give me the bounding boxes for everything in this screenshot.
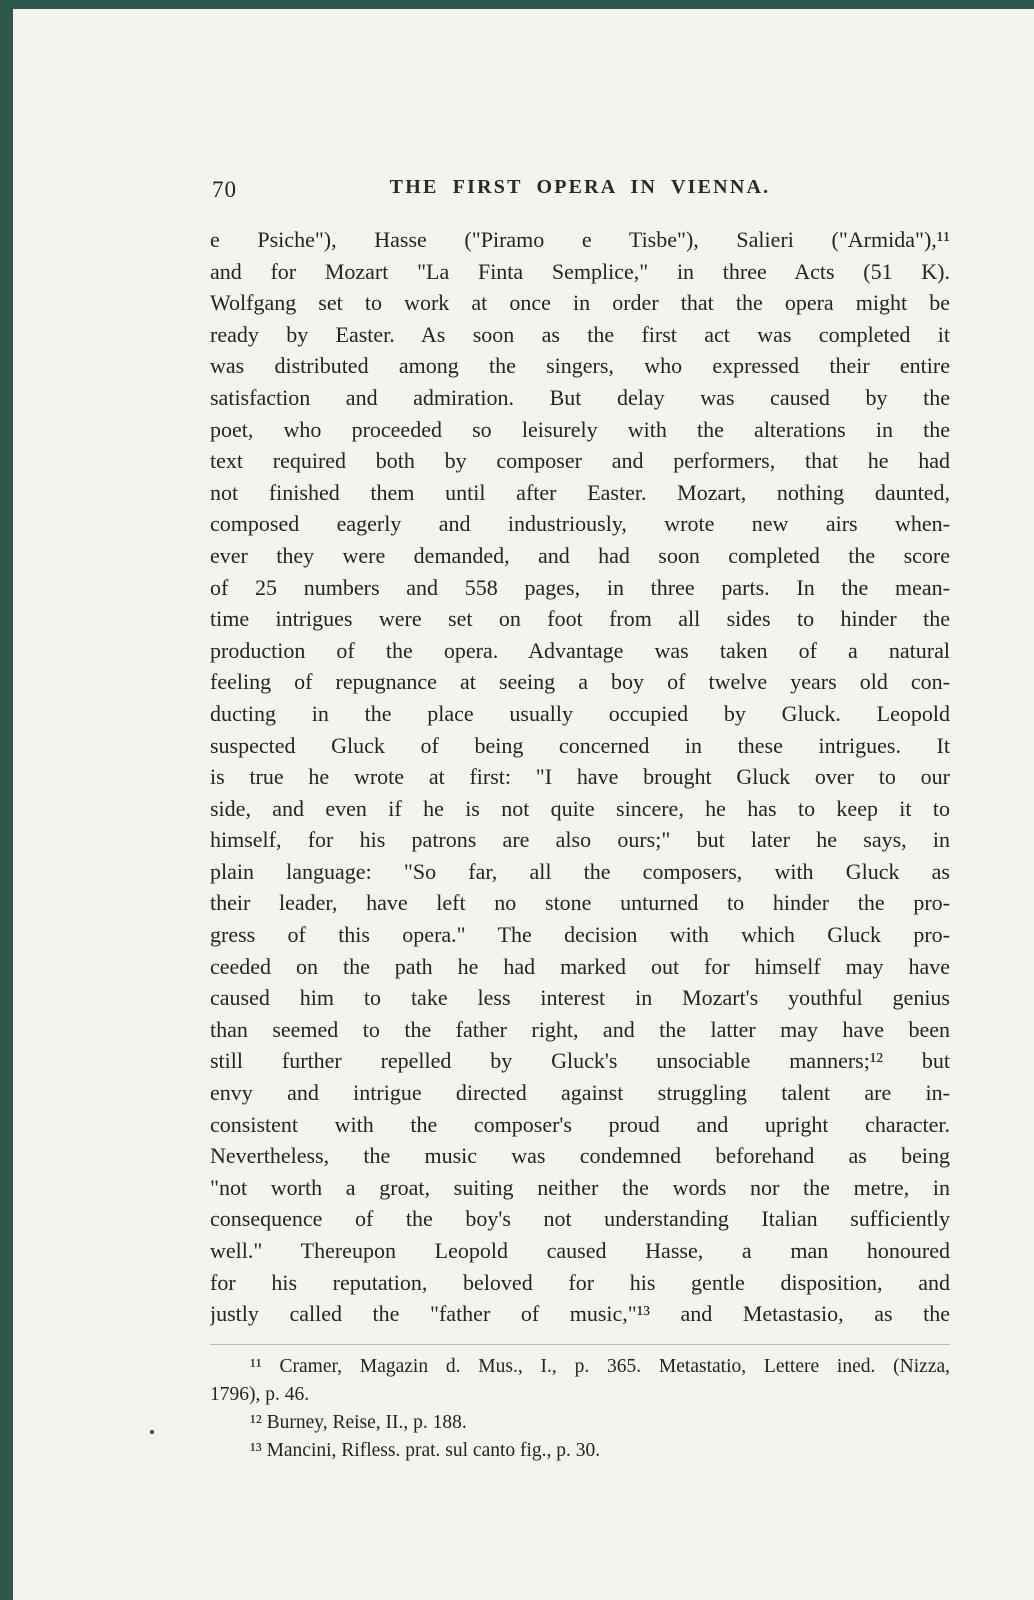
body-line: Wolfgang set to work at once in order that the opera might be	[210, 290, 950, 316]
body-line: e Psiche"), Hasse ("Piramo e Tisbe"), Salieri ("Armida"),¹¹	[210, 227, 950, 252]
body-line: Nevertheless, the music was condemned beforehand as being	[210, 1143, 950, 1169]
body-line: justly called the "father of music,"¹³ and Metastasio, as the	[210, 1301, 950, 1327]
footnotes	[210, 1353, 950, 1465]
body-line: poet, who proceeded so leisurely with the alterations in the	[210, 416, 950, 442]
body-line: consequence of the boy's not understanding Italian sufficiently	[210, 1206, 950, 1232]
body-line: himself, for his patrons are also ours;" but later he says, in	[210, 827, 950, 853]
body-line: caused him to take less interest in Mozart's youthful genius	[210, 985, 950, 1011]
body-line: envy and intrigue directed against struggling talent are in-	[210, 1080, 950, 1106]
scan-edge-left	[0, 0, 13, 1600]
footnote-rule	[210, 1344, 950, 1345]
scan-edge-top	[0, 0, 1034, 9]
footnote-line: 1796), p. 46.	[210, 1384, 310, 1405]
body-line: text required both by composer and performers, that he had	[210, 448, 950, 474]
body-line: than seemed to the father right, and the latter may have been	[210, 1016, 950, 1042]
body-line: feeling of repugnance at seeing a boy of twelve years old con-	[210, 669, 950, 695]
body-line: and for Mozart "La Finta Semplice," in three Acts (51 K).	[210, 258, 950, 284]
scan-speck	[150, 1430, 154, 1434]
body-line: their leader, have left no stone unturned to hinder the pro-	[210, 890, 950, 916]
body-line: of 25 numbers and 558 pages, in three parts. In the mean-	[210, 574, 950, 600]
body-line: composed eagerly and industriously, wrote new airs when-	[210, 511, 950, 537]
page-number: 70	[212, 177, 237, 202]
body-line: still further repelled by Gluck's unsociable manners;¹² but	[210, 1048, 950, 1074]
body-line: for his reputation, beloved for his gentle disposition, and	[210, 1269, 950, 1295]
running-header: THE FIRST OPERA IN VIENNA.	[389, 176, 771, 198]
body-line: production of the opera. Advantage was taken of a natural	[210, 637, 950, 663]
body-line: side, and even if he is not quite sincere, he has to keep it to	[210, 795, 950, 821]
body-line: ceeded on the path he had marked out for himself may have	[210, 953, 950, 979]
footnote-line: ¹¹ Cramer, Magazin d. Mus., I., p. 365. Metastatio, Lettere ined. (Nizza,	[250, 1356, 950, 1377]
body-line: ready by Easter. As soon as the first act was completed it	[210, 321, 950, 347]
body-line: plain language: "So far, all the composers, with Gluck as	[210, 858, 950, 884]
body-line: consistent with the composer's proud and upright character.	[210, 1111, 950, 1137]
body-line: ever they were demanded, and had soon completed the score	[210, 542, 950, 568]
page-header	[210, 176, 950, 206]
body-line: not finished them until after Easter. Mozart, nothing daunted,	[210, 479, 950, 505]
body-line: satisfaction and admiration. But delay was caused by the	[210, 384, 950, 410]
body-line: "not worth a groat, suiting neither the words nor the metre, in	[210, 1174, 950, 1200]
body-line: gress of this opera." The decision with which Gluck pro-	[210, 922, 950, 948]
body-text	[210, 224, 950, 1330]
body-line: is true he wrote at first: "I have brought Gluck over to our	[210, 764, 950, 790]
body-line: time intrigues were set on foot from all sides to hinder the	[210, 606, 950, 632]
body-line: ducting in the place usually occupied by Gluck. Leopold	[210, 700, 950, 726]
body-line: suspected Gluck of being concerned in these intrigues. It	[210, 732, 950, 758]
body-line: was distributed among the singers, who expressed their entire	[210, 353, 950, 379]
footnote-line: ¹² Burney, Reise, II., p. 188.	[250, 1412, 467, 1433]
footnote-line: ¹³ Mancini, Rifless. prat. sul canto fig., p. 30.	[250, 1440, 601, 1461]
body-line: well." Thereupon Leopold caused Hasse, a man honoured	[210, 1238, 950, 1263]
